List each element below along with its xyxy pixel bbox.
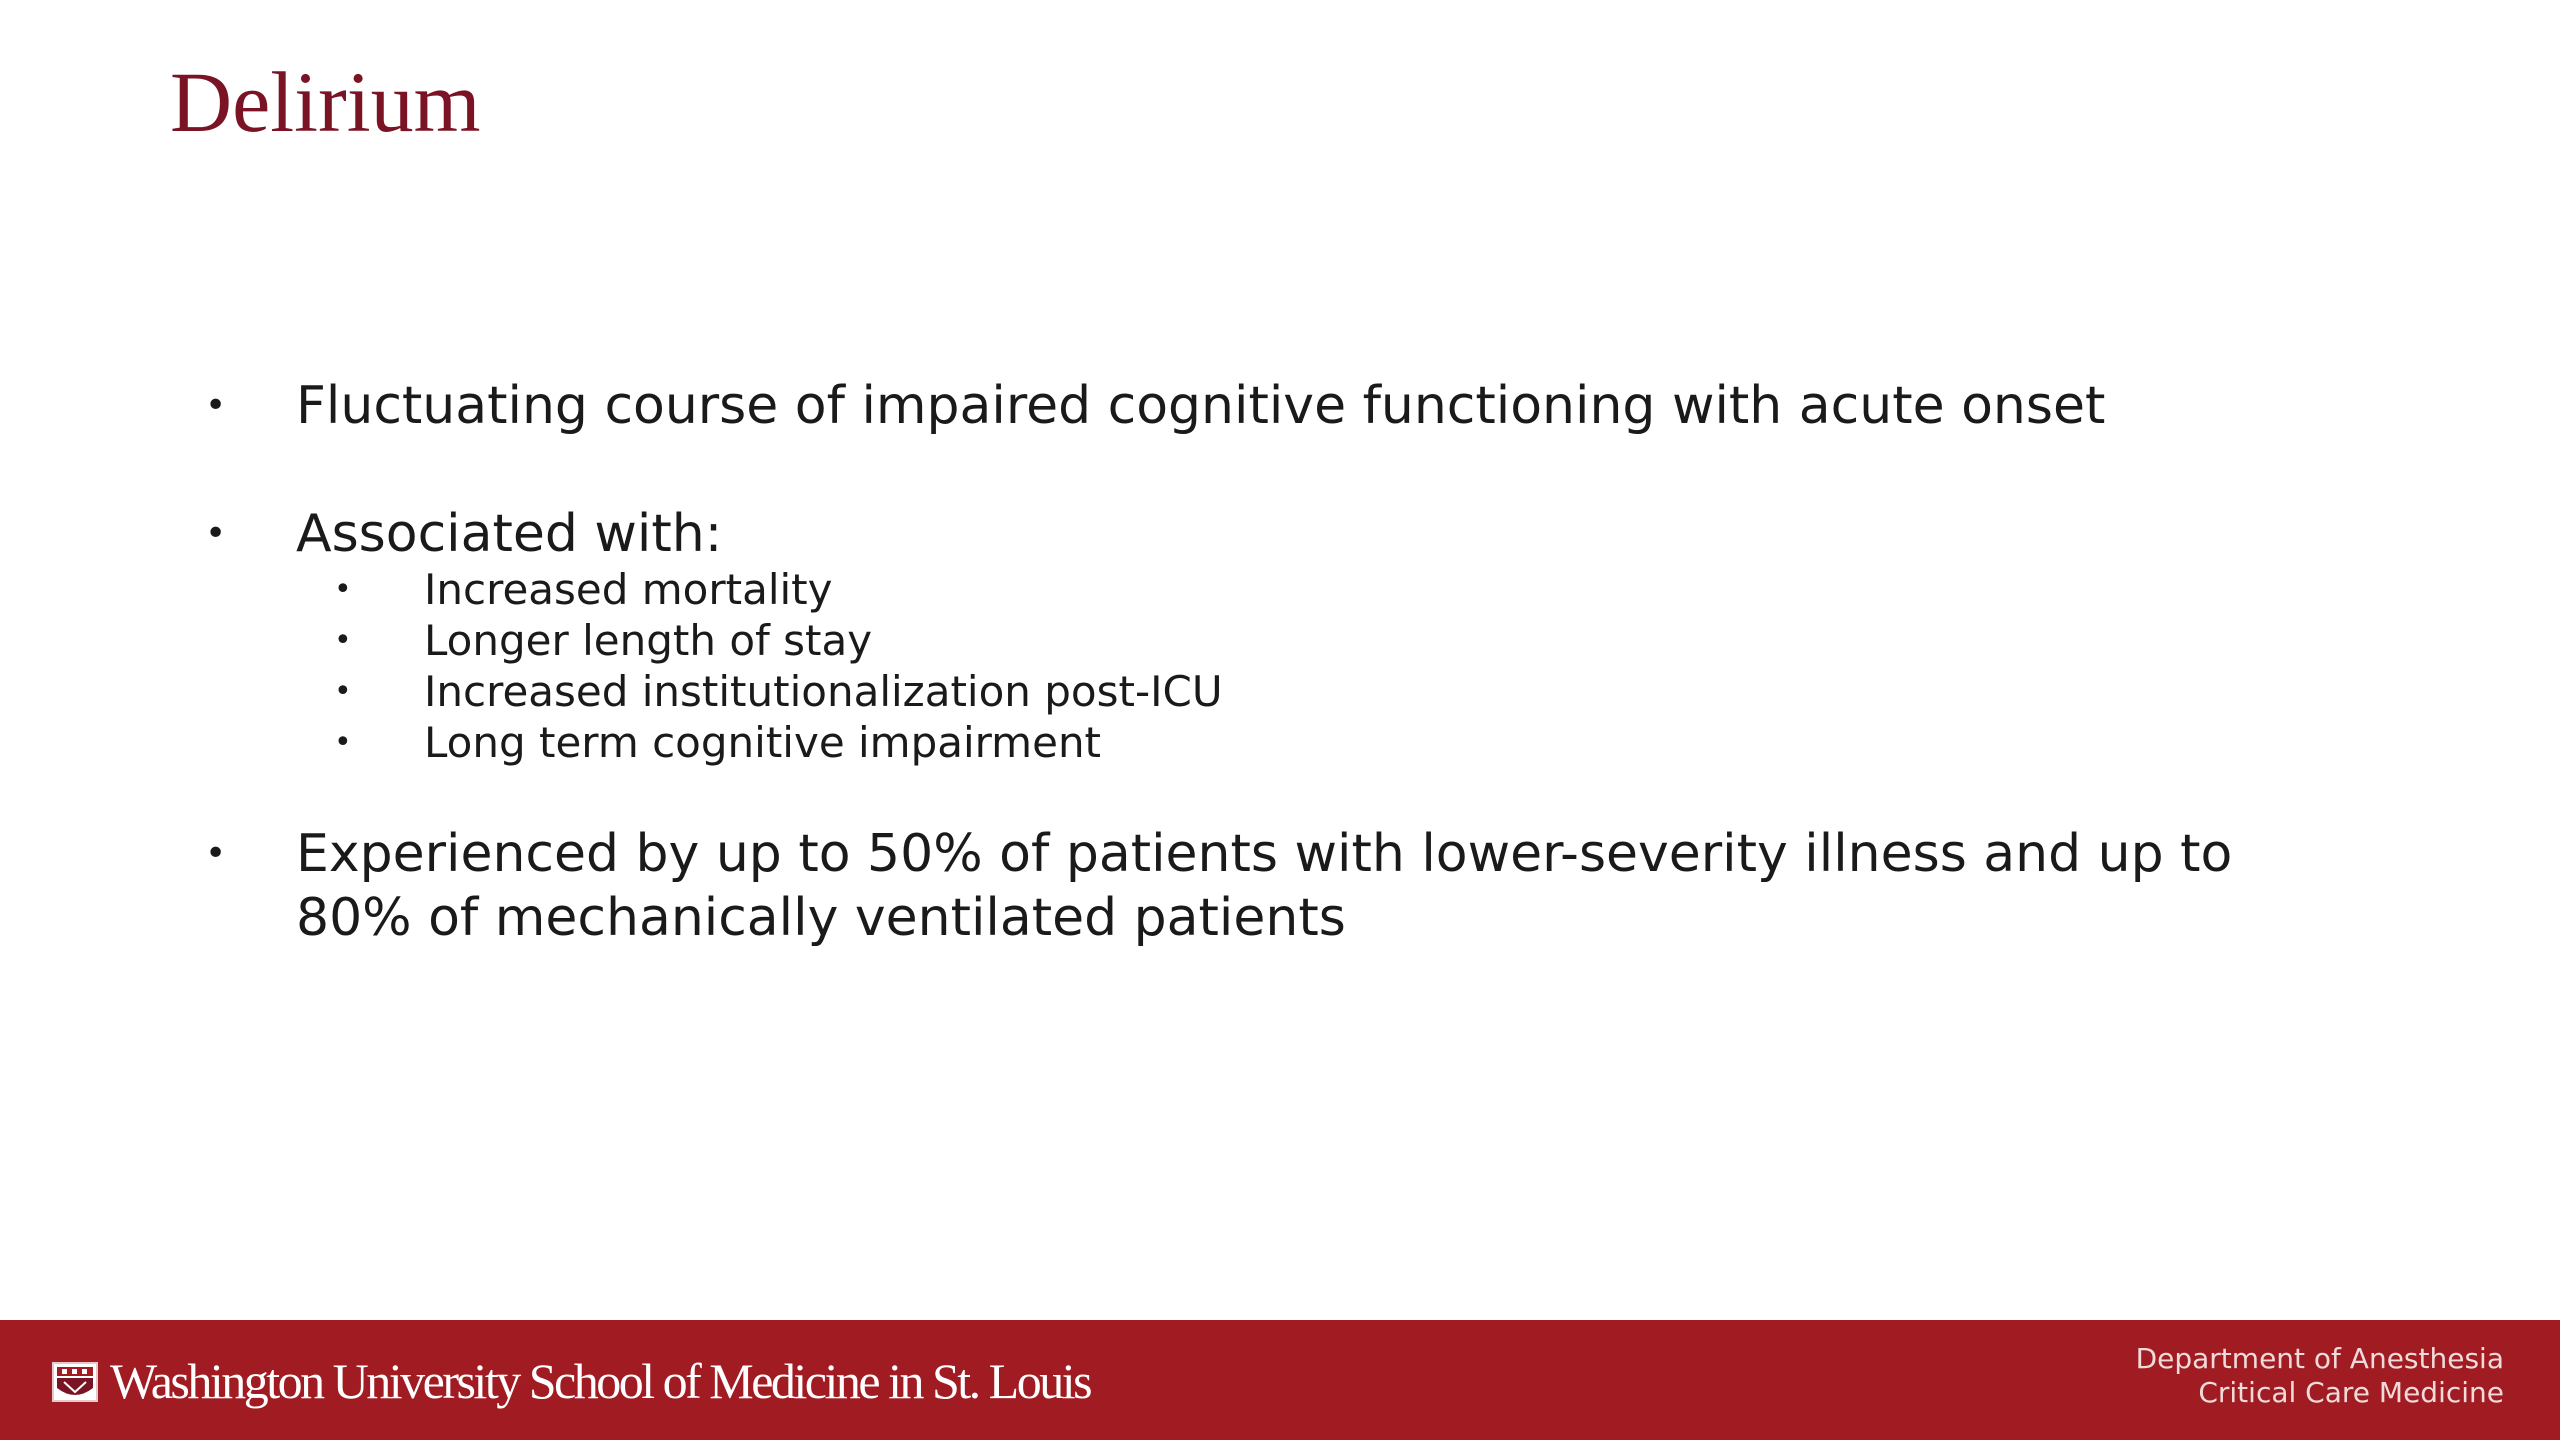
bullet-text: Associated with: — [296, 504, 723, 564]
university-crest-icon — [52, 1362, 98, 1402]
university-name: Washington University School of Medicine in St. Louis — [110, 1353, 1091, 1409]
department-label — [2136, 1342, 2504, 1410]
sub-bullet-marker: • — [334, 674, 352, 709]
department-line: Critical Care Medicine — [2198, 1376, 2504, 1409]
bullet-marker: • — [205, 513, 227, 554]
sub-bullet-text: Increased mortality — [424, 565, 833, 614]
sub-bullet-marker: • — [334, 725, 352, 760]
sub-bullet-text: Long term cognitive impairment — [424, 718, 1102, 767]
sub-bullet-marker: • — [334, 623, 352, 658]
department-line: Department of Anesthesia — [2135, 1342, 2504, 1375]
sub-bullet-text: Longer length of stay — [424, 616, 873, 665]
sub-bullet-text: Increased institutionalization post-ICU — [424, 667, 1223, 716]
bullet-marker: • — [205, 385, 227, 426]
bullet-text: Experienced by up to 50% of patients with lower-severity illness and up to 80% of mechanically ventilated patients — [296, 824, 2233, 948]
slide-title: Delirium — [170, 54, 481, 150]
bullet-marker: • — [205, 833, 227, 874]
footer-bar — [0, 1320, 2560, 1440]
sub-bullet-marker: • — [334, 572, 352, 607]
bullet-text: Fluctuating course of impaired cognitive functioning with acute onset — [296, 376, 2106, 436]
